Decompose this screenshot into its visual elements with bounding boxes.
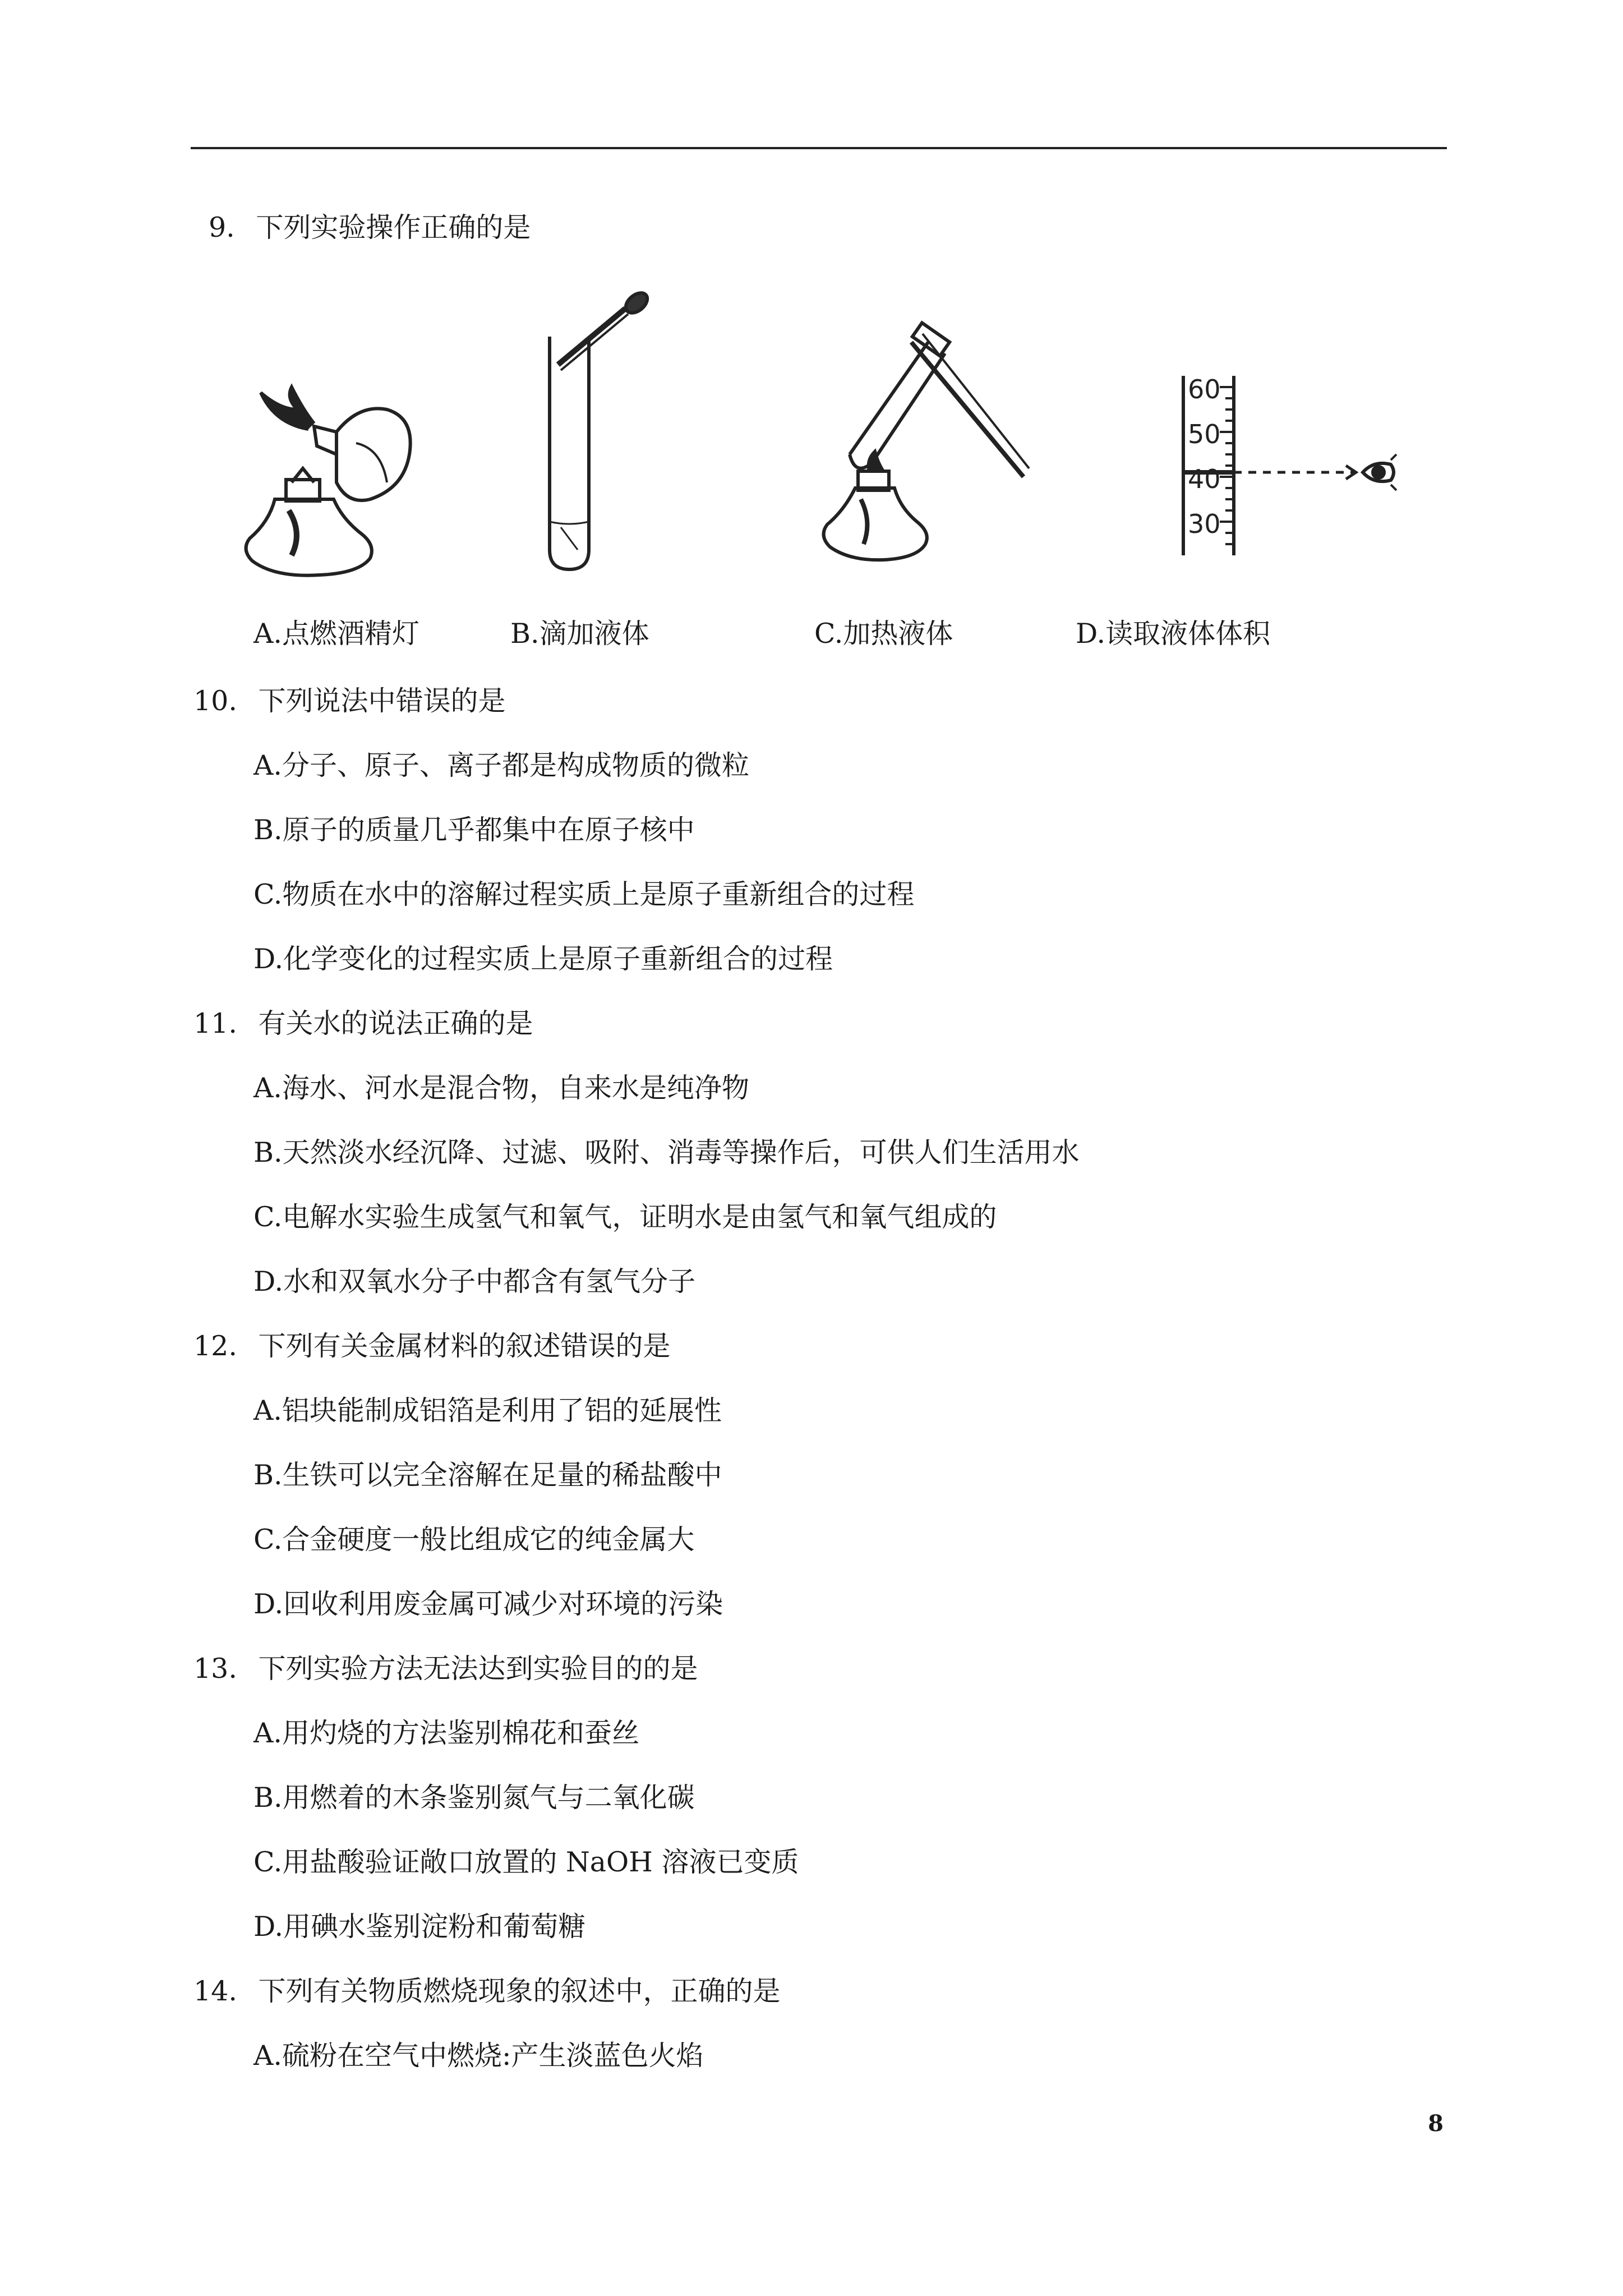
q11-option-a: A.海水、河水是混合物，自来水是纯净物: [253, 1072, 749, 1104]
question-number: 13.: [193, 1653, 237, 1685]
q9-option-d: [1076, 617, 1270, 651]
q11-option-d: D.水和双氧水分子中都含有氢气分子: [253, 1266, 696, 1297]
question-number: 14.: [193, 1975, 237, 2007]
q9-option-b: [510, 617, 649, 651]
q12-option-d: D.回收利用废金属可减少对环境的污染: [253, 1588, 723, 1620]
question-14: [193, 1975, 781, 2008]
question-10: [193, 684, 506, 718]
q11-option-c: C.电解水实验生成氢气和氧气，证明水是由氢气和氧气组成的: [253, 1201, 997, 1233]
q13-option-a: A.用灼烧的方法鉴别棉花和蚕丝: [253, 1717, 639, 1749]
q12-option-a: A.铝块能制成铝箔是利用了铝的延展性: [253, 1395, 722, 1427]
q10-option-d: D.化学变化的过程实质上是原子重新组合的过程: [253, 943, 833, 975]
tick-label: 30: [1188, 509, 1221, 539]
option-letter: B.: [510, 618, 540, 650]
graduated-cylinder-reading-icon: [1161, 376, 1419, 583]
option-letter: A.: [253, 618, 282, 650]
header-rule: [191, 147, 1447, 149]
question-stem: 下列有关物质燃烧现象的叙述中，正确的是: [258, 1975, 781, 2007]
q12-option-c: C.合金硬度一般比组成它的纯金属大: [253, 1524, 695, 1556]
tick-label: 50: [1188, 419, 1221, 449]
q10-option-b: B.原子的质量几乎都集中在原子核中: [253, 814, 695, 846]
question-11: [193, 1007, 533, 1041]
option-text: 读取液体体积: [1105, 618, 1271, 650]
heating-test-tube-icon: [816, 309, 1052, 578]
option-letter: C.: [814, 618, 843, 650]
q10-option-c: C.物质在水中的溶解过程实质上是原子重新组合的过程: [253, 878, 915, 910]
question-stem: 下列有关金属材料的叙述错误的是: [258, 1330, 671, 1362]
question-9: [209, 211, 531, 245]
tick-label: 40: [1188, 464, 1221, 494]
q13-option-c: C.用盐酸验证敞口放置的 NaOH 溶液已变质: [253, 1846, 799, 1878]
question-number: 12.: [193, 1330, 237, 1362]
q9-figures: [236, 286, 1424, 578]
q13-option-b: B.用燃着的木条鉴别氮气与二氧化碳: [253, 1782, 695, 1814]
option-text: 加热液体: [843, 618, 953, 650]
question-number: 9.: [209, 211, 235, 243]
question-13: [193, 1652, 698, 1686]
option-text: 滴加液体: [539, 618, 649, 650]
question-stem: 有关水的说法正确的是: [258, 1007, 533, 1039]
question-12: [193, 1329, 671, 1363]
question-stem: 下列说法中错误的是: [258, 685, 506, 717]
tick-label: 60: [1188, 376, 1221, 404]
q13-option-d: D.用碘水鉴别淀粉和葡萄糖: [253, 1911, 586, 1943]
q14-option-a: A.硫粉在空气中燃烧:产生淡蓝色火焰: [253, 2040, 704, 2072]
q9-option-c: [814, 617, 953, 651]
question-stem: 下列实验操作正确的是: [256, 211, 531, 243]
alcohol-lamp-lit-by-another-lamp-icon: [236, 370, 426, 583]
question-number: 10.: [193, 685, 237, 717]
dropper-into-test-tube-icon: [527, 286, 673, 578]
q9-option-a: [253, 617, 419, 651]
question-number: 11.: [193, 1007, 237, 1039]
q10-option-a: A.分子、原子、离子都是构成物质的微粒: [253, 749, 749, 781]
q12-option-b: B.生铁可以完全溶解在足量的稀盐酸中: [253, 1459, 722, 1491]
option-letter: D.: [1076, 618, 1106, 650]
question-stem: 下列实验方法无法达到实验目的的是: [258, 1653, 698, 1685]
page-number: 8: [1428, 2110, 1444, 2137]
q11-option-b: B.天然淡水经沉降、过滤、吸附、消毒等操作后，可供人们生活用水: [253, 1137, 1080, 1168]
option-text: 点燃酒精灯: [282, 618, 419, 650]
